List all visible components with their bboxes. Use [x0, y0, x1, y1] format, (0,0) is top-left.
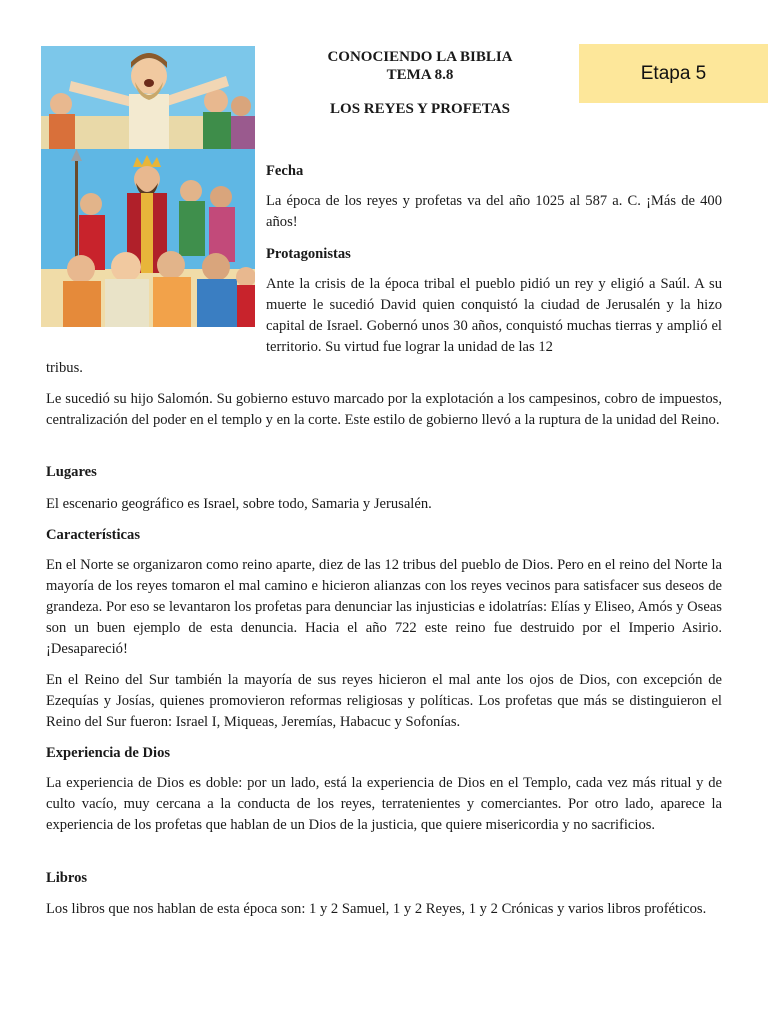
- stage-badge: [579, 44, 768, 103]
- section-text-experiencia: La experiencia de Dios es doble: por un lado, está la experiencia de Dios en el Templo, cada vez más ritual y de culto vacío, muy cercana a la conducta de los reyes, terratenientes y comerciantes. Por otro lado, aparece la experiencia de los profetas que hablan de un Dios de la justicia, que quiere misericordia y no sacrificios.: [46, 775, 722, 833]
- section-text-salomon: Le sucedió su hijo Salomón. Su gobierno estuvo marcado por la explotación a los campesinos, cobro de impuestos, centralización del poder en el templo y en la corte. Este estilo de gobierno llevó a la ruptura de la unidad del Reino.: [46, 391, 722, 428]
- topic-title: LOS REYES Y PROFETAS: [330, 101, 510, 117]
- section-text-libros: Los libros que nos hablan de esta época son: 1 y 2 Samuel, 1 y 2 Reyes, 1 y 2 Crónicas y varios libros proféticos.: [46, 901, 707, 917]
- section-heading-fecha: Fecha: [266, 163, 304, 179]
- section-heading-protagonistas: Protagonistas: [266, 246, 351, 262]
- section-heading-caracteristicas: Características: [46, 527, 141, 543]
- section-text-protagonistas: Ante la crisis de la época tribal el pueblo pidió un rey y eligió a Saúl. A su muerte le sucedió David quien conquistó la ciudad de Jerusalén y la hizo capital de Israel. Gobernó unos 30 años, conquistó muchas tierras y amplió el territorio. Su virtud fue lograr la unidad de las 12: [266, 276, 722, 355]
- topic-number: TEMA 8.8: [386, 67, 454, 83]
- section-heading-lugares: Lugares: [46, 464, 97, 480]
- king-and-people-illustration: [41, 149, 255, 327]
- section-text-reino-sur: En el Reino del Sur también la mayoría de sus reyes hicieron el mal ante los ojos de Dios, con excepción de Ezequías y Josías, quienes promovieron reformas religiosas y políticas. Los profetas que más se distinguieron el Reino del Sur fueron: Israel I, Miqueas, Jeremías, Habacuc y Sofonías.: [46, 672, 722, 730]
- document-title: CONOCIENDO LA BIBLIA: [327, 49, 513, 65]
- section-text-protagonistas-tail: tribus.: [46, 360, 83, 376]
- prophet-illustration: [41, 46, 255, 149]
- section-heading-libros: Libros: [46, 870, 88, 886]
- section-text-reino-norte: En el Norte se organizaron como reino aparte, diez de las 12 tribus del pueblo de Dios. Pero en el reino del Norte la mayoría de los reyes tomaron el mal camino e hicieron alianzas con los reyes vecinos para satisfacer sus deseos de grandeza. Por eso se levantaron los profetas para denunciar las injusticias e idolatrías: Elías y Eliseo, Amós y Oseas son un buen ejemplo de esta denuncia. Hacia el año 722 este reino fue destruido por el Imperio Asirio. ¡Desapareció!: [46, 557, 722, 657]
- section-heading-experiencia: Experiencia de Dios: [46, 745, 171, 761]
- section-text-lugares: El escenario geográfico es Israel, sobre todo, Samaria y Jerusalén.: [46, 496, 432, 512]
- section-text-fecha: La época de los reyes y profetas va del año 1025 al 587 a. C. ¡Más de 400 años!: [266, 193, 722, 230]
- stage-label: Etapa 5: [640, 62, 707, 84]
